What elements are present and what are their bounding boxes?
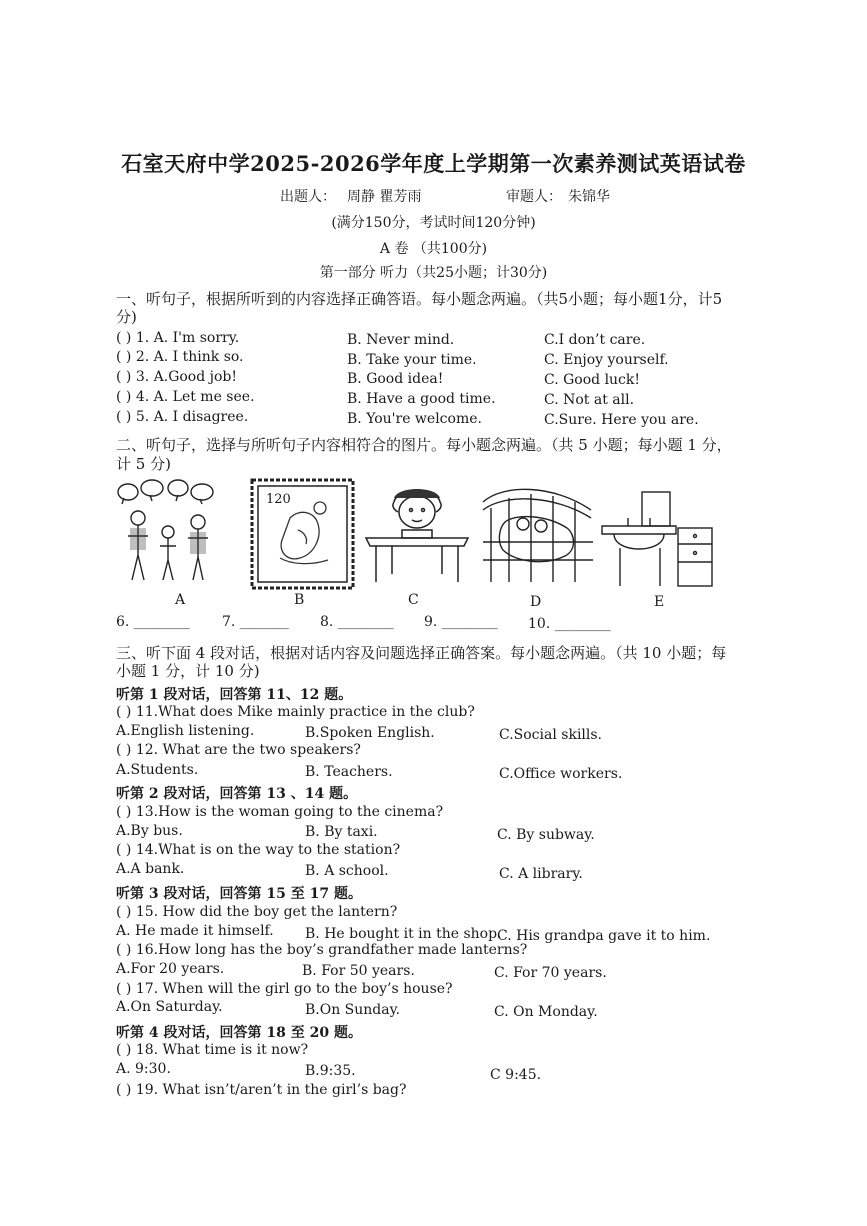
q15-option-a: A. He made it himself. xyxy=(116,923,274,939)
picture-b-label: B xyxy=(294,592,305,608)
q16-option-c: C. For 70 years. xyxy=(494,965,607,981)
picture-a-label: A xyxy=(175,592,186,608)
dialog2-heading: 听第 2 段对话，回答第 13 、14 题。 xyxy=(116,786,358,802)
q4-stem-a: ( ) 4. A. Let me see. xyxy=(116,389,255,405)
q3-option-c: C. Good luck! xyxy=(544,372,641,388)
q4-option-b: B. Have a good time. xyxy=(347,391,496,407)
q4-option-c: C. Not at all. xyxy=(544,392,635,408)
paper-a-heading: A 卷 （共100分) xyxy=(379,241,488,257)
q5-option-b: B. You're welcome. xyxy=(347,411,482,427)
section1-instruction-cont: 分) xyxy=(116,308,137,326)
q17-option-c: C. On Monday. xyxy=(494,1004,598,1020)
dialog1-heading: 听第 1 段对话，回答第 11、12 题。 xyxy=(116,687,353,703)
q12-option-b: B. Teachers. xyxy=(305,764,393,780)
section3-instruction-cont: 小题 1 分，计 10 分) xyxy=(116,662,260,680)
q5-stem-a: ( ) 5. A. I disagree. xyxy=(116,409,249,425)
dialog3-heading: 听第 3 段对话，回答第 15 至 17 题。 xyxy=(116,886,362,902)
q16-option-b: B. For 50 years. xyxy=(302,963,415,979)
q3-option-b: B. Good idea! xyxy=(347,371,444,387)
picture-d-roller-coaster-image xyxy=(479,482,597,587)
section1-instruction: 一、听句子，根据所听到的内容选择正确答语。每小题念两遍。（共5小题；每小题1分，计5 xyxy=(116,290,723,308)
q14-option-b: B. A school. xyxy=(305,863,389,879)
q11-option-a: A.English listening. xyxy=(116,723,255,739)
q2-option-c: C. Enjoy yourself. xyxy=(544,352,669,368)
q15-stem: ( ) 15. How did the boy get the lantern? xyxy=(116,904,398,920)
picture-e-bathroom-image xyxy=(600,488,715,588)
q1-option-b: B. Never mind. xyxy=(347,332,455,348)
q11-stem: ( ) 11.What does Mike mainly practice in the club? xyxy=(116,704,475,720)
reviewer-name: 朱锦华 xyxy=(568,189,610,205)
q17-stem: ( ) 17. When will the girl go to the boy’s house? xyxy=(116,981,453,997)
q13-option-b: B. By taxi. xyxy=(305,824,378,840)
q1-stem-a: ( ) 1. A. I'm sorry. xyxy=(116,330,240,346)
exam-title: 石室天府中学2025-2026学年度上学期第一次素养测试英语试卷 xyxy=(121,151,746,176)
q12-stem: ( ) 12. What are the two speakers? xyxy=(116,742,361,758)
q3-stem-a: ( ) 3. A.Good job! xyxy=(116,369,238,385)
setter-names: 周静 瞿芳雨 xyxy=(347,189,422,205)
q18-option-b: B.9:35. xyxy=(305,1063,356,1079)
exam-info: (满分150分，考试时间120分钟) xyxy=(331,215,536,231)
setter-label: 出题人： xyxy=(280,189,336,205)
answer-blank-7[interactable]: 7. _______ xyxy=(222,614,289,630)
picture-e-label: E xyxy=(654,594,665,610)
picture-c-label: C xyxy=(408,592,419,608)
q2-option-b: B. Take your time. xyxy=(347,352,477,368)
picture-d-label: D xyxy=(530,594,542,610)
q17-option-a: A.On Saturday. xyxy=(116,999,223,1015)
q18-option-c: C 9:45. xyxy=(490,1067,542,1083)
q12-option-c: C.Office workers. xyxy=(499,766,623,782)
q15-option-b: B. He bought it in the shop. xyxy=(305,926,502,942)
q13-option-c: C. By subway. xyxy=(497,827,595,843)
q12-option-a: A.Students. xyxy=(116,762,199,778)
answer-blank-10[interactable]: 10. ________ xyxy=(528,616,611,632)
answer-blank-6[interactable]: 6. ________ xyxy=(116,614,190,630)
q17-option-b: B.On Sunday. xyxy=(305,1002,401,1018)
section3-instruction: 三、听下面 4 段对话，根据对话内容及问题选择正确答案。每小题念两遍。（共 10 小题；每 xyxy=(116,644,727,662)
q18-stem: ( ) 18. What time is it now? xyxy=(116,1042,309,1058)
q13-option-a: A.By bus. xyxy=(116,823,183,839)
stamp-value: 120 xyxy=(266,492,291,507)
q14-stem: ( ) 14.What is on the way to the station? xyxy=(116,842,401,858)
q2-stem-a: ( ) 2. A. I think so. xyxy=(116,349,244,365)
answer-blank-9[interactable]: 9. ________ xyxy=(424,614,498,630)
section2-instruction: 二、听句子，选择与所听句子内容相符合的图片。每小题念两遍。（共 5 小题；每小题 1 分， xyxy=(116,436,732,454)
picture-c-student-image xyxy=(362,480,472,585)
q14-option-a: A.A bank. xyxy=(116,861,185,877)
q15-option-c: C. His grandpa gave it to him. xyxy=(497,928,711,944)
q1-option-c: C.I don’t care. xyxy=(544,332,646,348)
q11-option-c: C.Social skills. xyxy=(499,727,603,743)
q5-option-c: C.Sure. Here you are. xyxy=(544,412,699,428)
q16-stem: ( ) 16.How long has the boy’s grandfather made lanterns? xyxy=(116,942,528,958)
picture-a-family-image xyxy=(114,478,219,588)
answer-blank-8[interactable]: 8. ________ xyxy=(320,614,394,630)
q14-option-c: C. A library. xyxy=(499,866,583,882)
section2-instruction-cont: 计 5 分) xyxy=(116,455,171,473)
q19-stem: ( ) 19. What isn’t/aren’t in the girl’s bag? xyxy=(116,1082,407,1098)
q13-stem: ( ) 13.How is the woman going to the cinema? xyxy=(116,804,444,820)
q11-option-b: B.Spoken English. xyxy=(305,725,435,741)
dialog4-heading: 听第 4 段对话，回答第 18 至 20 题。 xyxy=(116,1025,362,1041)
part1-heading: 第一部分 听力（共25小题；计30分) xyxy=(319,265,548,281)
q16-option-a: A.For 20 years. xyxy=(116,961,225,977)
q18-option-a: A. 9:30. xyxy=(116,1061,171,1077)
reviewer-label: 审题人： xyxy=(506,189,562,205)
